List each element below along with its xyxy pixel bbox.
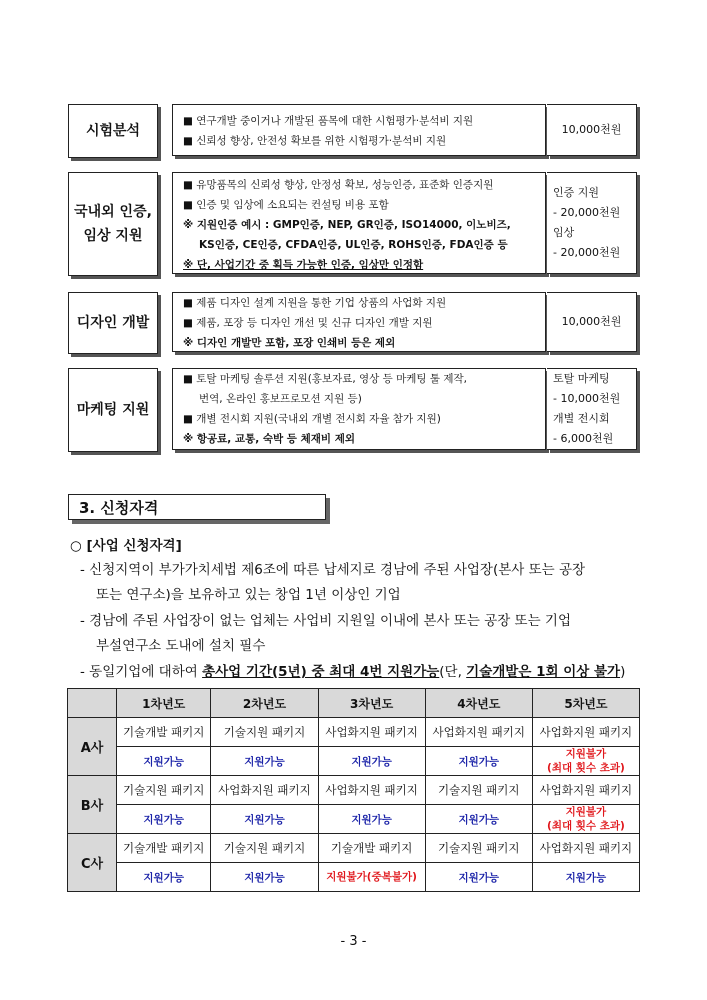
support-example-table <box>67 688 640 892</box>
row-amount: 10,000천원 <box>547 104 637 156</box>
row-label: 마케팅 지원 <box>68 368 158 452</box>
package-cell: 기술개발 패키지 <box>318 834 425 863</box>
table-header-row <box>68 689 640 718</box>
table-header: 3차년도 <box>318 689 425 718</box>
status-cell: 지원가능 <box>425 805 532 834</box>
tech-dev-note: 기술개발은 1회 이상 불가 <box>466 664 621 680</box>
status-cell: 지원가능 <box>117 863 211 892</box>
status-cell: 지원불가(중복불가) <box>318 863 425 892</box>
package-cell: 기술지원 패키지 <box>211 718 318 747</box>
status-cell: 지원가능 <box>318 805 425 834</box>
package-cell: 사업화지원 패키지 <box>318 718 425 747</box>
row-description: ■ 토탈 마케팅 솔루션 지원(홍보자료, 영상 등 마케팅 툴 제작, 번역, 온라인 홍보프로모션 지원 등) ■ 개별 전시회 지원(국내외 개별 전시회 자율 참가 지원) ※ 항공료, 교통, 숙박 등 체재비 제외 <box>172 368 546 450</box>
row-label: 국내외 인증, 임상 지원 <box>68 172 158 276</box>
package-cell: 기술개발 패키지 <box>117 834 211 863</box>
row-label: 디자인 개발 <box>68 292 158 354</box>
package-cell: 사업화지원 패키지 <box>532 718 639 747</box>
row-description: ■ 유망품목의 신뢰성 향상, 안정성 확보, 성능인증, 표준화 인증지원 ■ 인증 및 임상에 소요되는 컨설팅 비용 포함 ※ 지원인증 예시 : GMP인증, NEP, GR인증, ISO14000, 이노비즈, KS인증, CE인증, CFDA인증, UL인증, ROHS인증, FDA인증 등 ※ 단, 사업기간 중 획득 가능한 인증, 임상만 인정함 <box>172 172 546 274</box>
table-row <box>68 834 640 863</box>
company-cell: C사 <box>68 834 117 892</box>
package-cell: 사업화지원 패키지 <box>211 776 318 805</box>
table-header: 4차년도 <box>425 689 532 718</box>
table-header-corner <box>68 689 117 718</box>
row-label: 시험분석 <box>68 104 158 158</box>
status-cell: 지원가능 <box>211 805 318 834</box>
qualification-p2-line1: - 경남에 주된 사업장이 없는 업체는 사업비 지원일 이내에 본사 또는 공장 또는 기업 <box>80 613 572 629</box>
row-description: ■ 연구개발 중이거나 개발된 품목에 대한 시험평가·분석비 지원 ■ 신뢰성 향상, 안전성 확보를 위한 시험평가·분석비 지원 <box>172 104 546 156</box>
table-row <box>68 718 640 747</box>
package-cell: 사업화지원 패키지 <box>318 776 425 805</box>
status-cell: 지원불가 (최대 횟수 초과) <box>532 747 639 776</box>
table-header: 2차년도 <box>211 689 318 718</box>
status-cell: 지원가능 <box>117 805 211 834</box>
package-cell: 사업화지원 패키지 <box>425 718 532 747</box>
status-cell: 지원가능 <box>211 747 318 776</box>
status-cell: 지원가능 <box>425 863 532 892</box>
package-cell: 기술지원 패키지 <box>211 834 318 863</box>
table-header: 5차년도 <box>532 689 639 718</box>
status-cell: 지원가능 <box>532 863 639 892</box>
qualification-p3: - 동일기업에 대하여 총사업 기간(5년) 중 최대 4번 지원가능(단, 기술개발은 1회 이상 불가) <box>80 664 626 680</box>
max-support-note: 총사업 기간(5년) 중 최대 4번 지원가능 <box>202 664 440 680</box>
qualification-p2-line2: 부설연구소 도내에 설치 필수 <box>96 638 266 654</box>
qualification-heading: ○ [사업 신청자격] <box>70 538 182 554</box>
row-amount: 10,000천원 <box>547 292 637 352</box>
section-heading: 3. 신청자격 <box>68 494 326 520</box>
table-row <box>68 747 640 776</box>
status-cell: 지원가능 <box>318 747 425 776</box>
table-header: 1차년도 <box>117 689 211 718</box>
row-description: ■ 제품 디자인 설계 지원을 통한 기업 상품의 사업화 지원 ■ 제품, 포장 등 디자인 개선 및 신규 디자인 개발 지원 ※ 디자인 개발만 포함, 포장 인쇄비 등은 제외 <box>172 292 546 352</box>
status-cell: 지원가능 <box>117 747 211 776</box>
row-amount: 인증 지원 - 20,000천원 임상 - 20,000천원 <box>547 172 637 274</box>
package-cell: 기술지원 패키지 <box>117 776 211 805</box>
package-cell: 사업화지원 패키지 <box>532 776 639 805</box>
package-cell: 기술개발 패키지 <box>117 718 211 747</box>
table-row <box>68 805 640 834</box>
qualification-p1-line1: - 신청지역이 부가가치세법 제6조에 따른 납세지로 경남에 주된 사업장(본사 또는 공장 <box>80 562 586 578</box>
company-cell: B사 <box>68 776 117 834</box>
status-cell: 지원불가 (최대 횟수 초과) <box>532 805 639 834</box>
row-amount: 토탈 마케팅 - 10,000천원 개별 전시회 - 6,000천원 <box>547 368 637 450</box>
package-cell: 기술지원 패키지 <box>425 776 532 805</box>
status-cell: 지원가능 <box>425 747 532 776</box>
package-cell: 사업화지원 패키지 <box>532 834 639 863</box>
table-row <box>68 776 640 805</box>
package-cell: 기술지원 패키지 <box>425 834 532 863</box>
table-row <box>68 863 640 892</box>
status-cell: 지원가능 <box>211 863 318 892</box>
company-cell: A사 <box>68 718 117 776</box>
page-number: - 3 - <box>340 934 367 949</box>
qualification-p1-line2: 또는 연구소)을 보유하고 있는 창업 1년 이상인 기업 <box>96 587 401 603</box>
